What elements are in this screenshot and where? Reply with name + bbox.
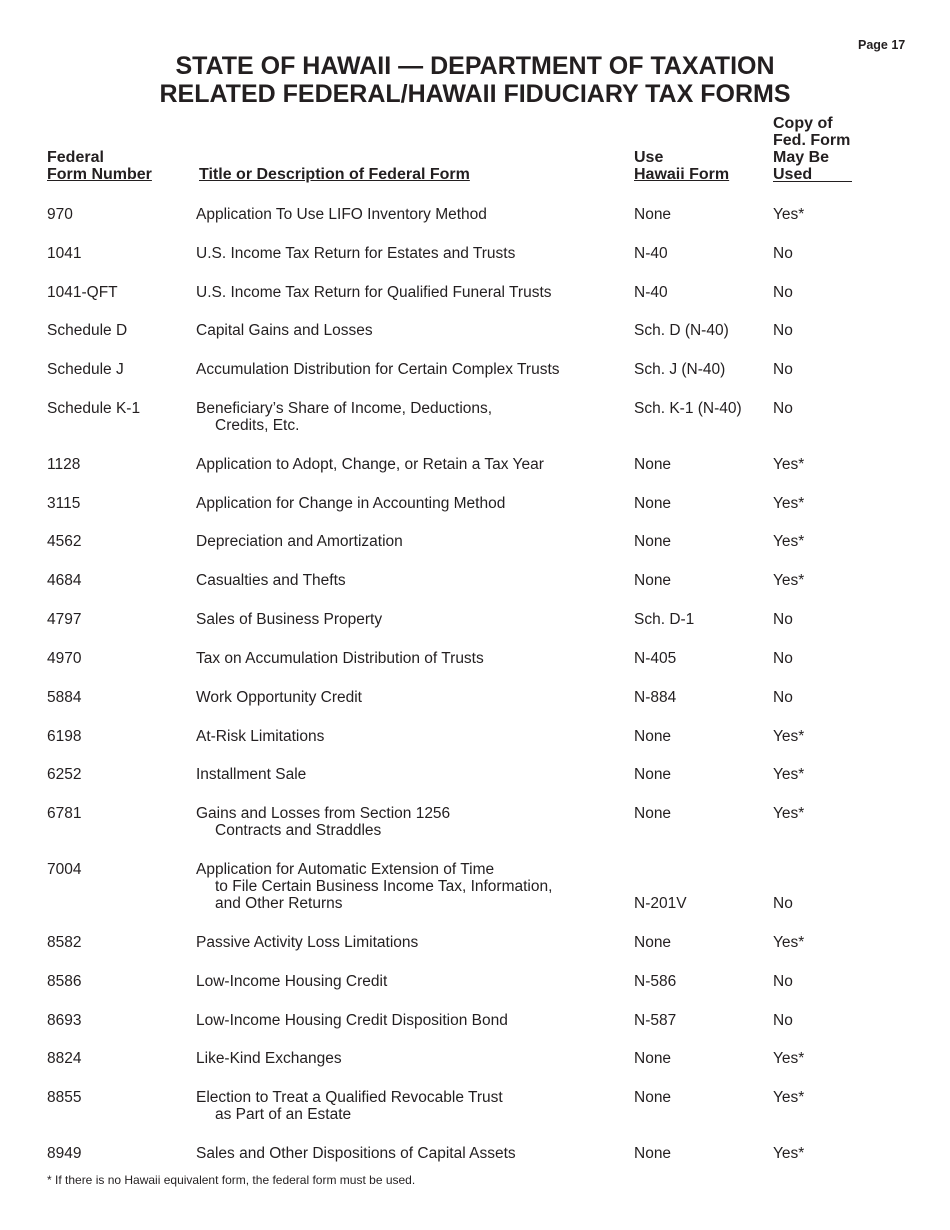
form-title [196,861,616,912]
copy-may-be-used: Yes* [773,533,805,550]
copy-may-be-used: Yes* [773,1089,805,1106]
header-federal-line2: Form Number [47,166,152,183]
form-number: 8949 [47,1145,82,1162]
form-title [196,533,616,550]
form-number: 5884 [47,689,82,706]
copy-may-be-used: Yes* [773,1050,805,1067]
form-number: 8586 [47,973,82,990]
form-title-line: Contracts and Straddles [215,822,382,839]
form-title [196,728,616,745]
hawaii-form: None [634,572,672,589]
copy-may-be-used: No [773,284,793,301]
form-number: Schedule K-1 [47,400,141,417]
hawaii-form: None [634,495,672,512]
hawaii-form: None [634,456,672,473]
form-number: 8582 [47,934,82,951]
header-copy-line4: Used [773,169,852,182]
header-copy-line1: Copy of [773,115,833,132]
form-title-line: Application for Automatic Extension of Time [196,861,495,878]
form-title [196,934,616,951]
title-line-2: RELATED FEDERAL/HAWAII FIDUCIARY TAX FORMS [159,80,791,108]
copy-may-be-used: No [773,689,793,706]
copy-may-be-used: No [773,361,793,378]
form-title [196,805,616,839]
form-title-line: Sales and Other Dispositions of Capital Assets [196,1145,516,1162]
form-number: 1041 [47,245,82,262]
form-title-line: Low-Income Housing Credit Disposition Bond [196,1012,508,1029]
header-title-description [199,166,470,183]
hawaii-form: N-586 [634,973,677,990]
form-number: 3115 [47,495,81,512]
form-title-line: Passive Activity Loss Limitations [196,934,419,951]
form-title-line: as Part of an Estate [215,1106,352,1123]
form-title [196,650,616,667]
title-line-1: STATE OF HAWAII — DEPARTMENT OF TAXATION [175,52,775,80]
copy-may-be-used: No [773,1012,793,1029]
hawaii-form: None [634,1145,672,1162]
form-title-line: and Other Returns [215,895,343,912]
hawaii-form: None [634,805,672,822]
copy-may-be-used: No [773,611,793,628]
hawaii-form: N-405 [634,650,677,667]
hawaii-form: N-40 [634,284,668,301]
form-title [196,206,616,223]
hawaii-form: N-201V [634,895,687,912]
form-title-line: Beneficiary’s Share of Income, Deductions, [196,400,493,417]
copy-may-be-used: No [773,245,793,262]
form-number: Schedule J [47,361,124,378]
form-title [196,1089,616,1123]
form-number: 8693 [47,1012,82,1029]
form-title-line: Tax on Accumulation Distribution of Trusts [196,650,484,667]
header-federal-line1: Federal [47,149,104,166]
header-copy-line2: Fed. Form [773,132,851,149]
header-copy-line3: May Be [773,149,830,166]
header-title-text: Title or Description of Federal Form [199,166,470,183]
form-title-line: Low-Income Housing Credit [196,973,388,990]
form-title [196,322,616,339]
hawaii-form: Sch. D-1 [634,611,695,628]
copy-may-be-used: No [773,650,793,667]
copy-may-be-used: Yes* [773,934,805,951]
form-title-line: to File Certain Business Income Tax, Information, [215,878,553,895]
form-title-line: Casualties and Thefts [196,572,346,589]
form-number: 4562 [47,533,82,550]
form-title [196,689,616,706]
form-title-line: U.S. Income Tax Return for Qualified Funeral Trusts [196,284,552,301]
form-number: 8855 [47,1089,82,1106]
hawaii-form: None [634,533,672,550]
form-title [196,973,616,990]
form-title-line: Application to Adopt, Change, or Retain a Tax Year [196,456,544,473]
hawaii-form: Sch. J (N-40) [634,361,726,378]
form-number: Schedule D [47,322,128,339]
form-title [196,572,616,589]
copy-may-be-used: Yes* [773,728,805,745]
form-title-line: Application for Change in Accounting Method [196,495,506,512]
form-number: 1128 [47,456,81,473]
footnote: * If there is no Hawaii equivalent form, the federal form must be used. [47,1173,416,1187]
form-number: 6781 [47,805,82,822]
form-title [196,611,616,628]
form-title-line: Sales of Business Property [196,611,383,628]
copy-may-be-used: Yes* [773,572,805,589]
form-title [196,1050,616,1067]
copy-may-be-used: Yes* [773,805,805,822]
page-title [0,52,950,108]
header-use-hawaii-form [634,149,730,183]
hawaii-form: Sch. D (N-40) [634,322,729,339]
form-number: 970 [47,206,73,223]
copy-may-be-used: Yes* [773,456,805,473]
form-number: 6198 [47,728,82,745]
hawaii-form: None [634,766,672,783]
form-title [196,456,616,473]
form-title-line: Accumulation Distribution for Certain Complex Trusts [196,361,560,378]
header-use-line2: Hawaii Form [634,166,730,183]
header-use-line1: Use [634,149,664,166]
form-title [196,1145,616,1162]
hawaii-form: Sch. K-1 (N-40) [634,400,742,417]
page-number: Page 17 [858,38,906,52]
copy-may-be-used: No [773,400,793,417]
copy-may-be-used: Yes* [773,495,805,512]
form-number: 8824 [47,1050,82,1067]
form-title-line: Application To Use LIFO Inventory Method [196,206,487,223]
copy-may-be-used: Yes* [773,206,805,223]
hawaii-form: None [634,1089,672,1106]
form-title [196,361,616,378]
hawaii-form: N-884 [634,689,677,706]
form-title [196,766,616,783]
copy-may-be-used: Yes* [773,1145,805,1162]
form-title-line: Work Opportunity Credit [196,689,362,706]
header-copy-may-be-used [773,115,852,183]
form-number: 4684 [47,572,82,589]
form-title-line: Installment Sale [196,766,307,783]
hawaii-form: N-40 [634,245,668,262]
form-title-line: Election to Treat a Qualified Revocable Trust [196,1089,503,1106]
form-number: 6252 [47,766,82,783]
form-title-line: Gains and Losses from Section 1256 [196,805,451,822]
hawaii-form: N-587 [634,1012,677,1029]
hawaii-form: None [634,934,672,951]
copy-may-be-used: No [773,895,793,912]
form-title [196,245,616,262]
form-title [196,400,616,434]
form-number: 1041-QFT [47,284,118,301]
copy-may-be-used: No [773,973,793,990]
hawaii-form: None [634,728,672,745]
copy-may-be-used: No [773,322,793,339]
form-number: 7004 [47,861,82,878]
form-number: 4797 [47,611,82,628]
form-title [196,284,616,301]
hawaii-form: None [634,206,672,223]
copy-may-be-used: Yes* [773,766,805,783]
form-title-line: At-Risk Limitations [196,728,325,745]
header-federal-form-number [47,149,152,183]
form-number: 4970 [47,650,82,667]
form-title-line: Depreciation and Amortization [196,533,403,550]
form-title-line: U.S. Income Tax Return for Estates and Trusts [196,245,516,262]
form-title-line: Capital Gains and Losses [196,322,373,339]
form-title-line: Credits, Etc. [215,417,300,434]
form-title [196,495,616,512]
form-title [196,1012,616,1029]
form-title-line: Like-Kind Exchanges [196,1050,342,1067]
hawaii-form: None [634,1050,672,1067]
